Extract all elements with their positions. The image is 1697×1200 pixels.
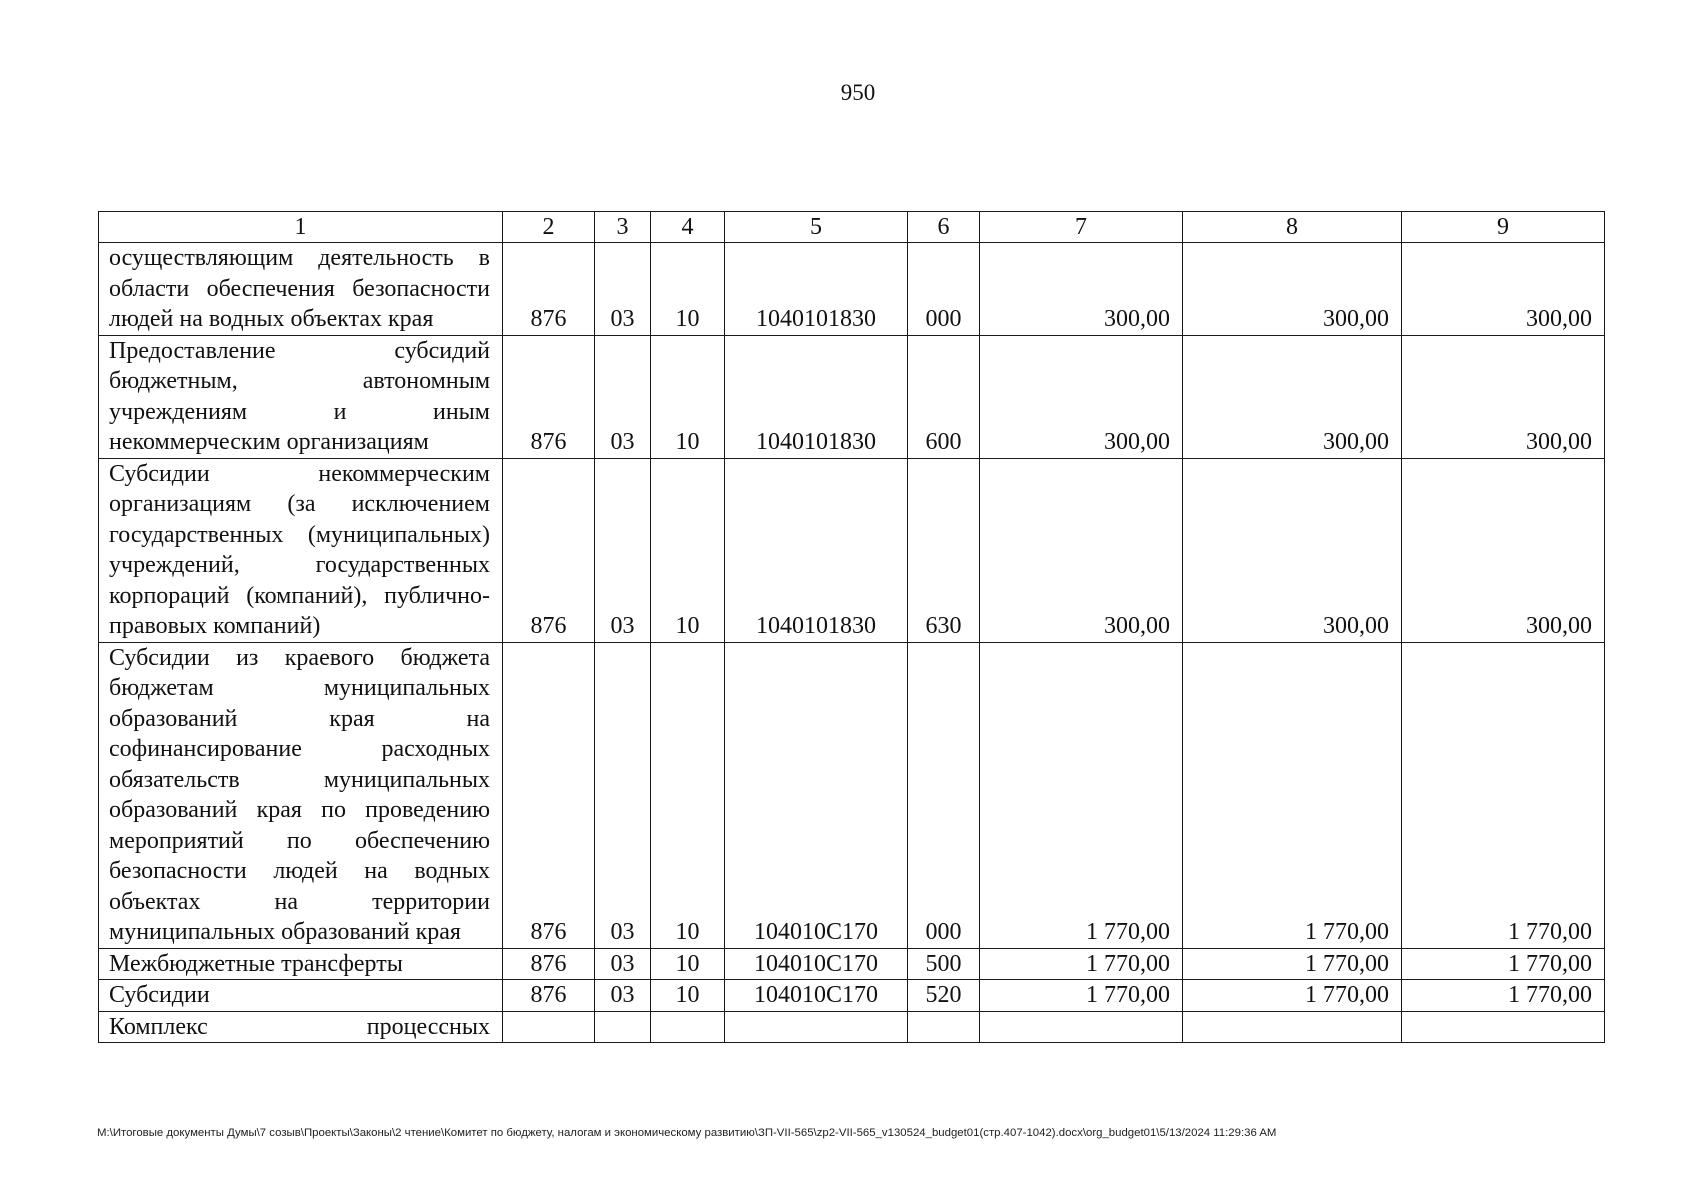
table-row xyxy=(99,980,1605,1012)
table-row xyxy=(99,948,1605,980)
cell-amount-9: 1 770,00 xyxy=(1402,948,1605,980)
cell-code-2: 876 xyxy=(503,458,595,642)
empty-cell xyxy=(908,1011,980,1043)
cell-code-4: 10 xyxy=(651,458,725,642)
cell-code-4: 10 xyxy=(651,980,725,1012)
cell-amount-8: 300,00 xyxy=(1183,335,1402,458)
table-row xyxy=(99,243,1605,336)
cell-code-5: 104010С170 xyxy=(725,980,908,1012)
table-row xyxy=(99,335,1605,458)
cell-amount-9: 1 770,00 xyxy=(1402,642,1605,948)
row-description: Субсидии xyxy=(99,980,503,1012)
cell-amount-7: 1 770,00 xyxy=(980,642,1183,948)
empty-cell xyxy=(1183,1011,1402,1043)
cell-amount-7: 300,00 xyxy=(980,243,1183,336)
empty-cell xyxy=(651,1011,725,1043)
cell-code-5: 104010С170 xyxy=(725,948,908,980)
cell-code-3: 03 xyxy=(595,642,651,948)
column-header: 9 xyxy=(1402,212,1605,243)
empty-cell xyxy=(595,1011,651,1043)
column-header: 5 xyxy=(725,212,908,243)
row-description: Межбюджетные трансферты xyxy=(99,948,503,980)
cell-code-2: 876 xyxy=(503,335,595,458)
column-header: 7 xyxy=(980,212,1183,243)
row-description: Предоставление субсидий бюджетным, автономным учреждениям и иным некоммерческим организациям xyxy=(99,335,503,458)
table-row xyxy=(99,458,1605,642)
empty-cell xyxy=(1402,1011,1605,1043)
cell-code-6: 000 xyxy=(908,243,980,336)
row-description: Субсидии из краевого бюджета бюджетам муниципальных образований края на софинансирование расходных обязательств муниципальных образований края по проведению мероприятий по обеспечению безопасности людей на водных объектах на территории муниципальных образований края xyxy=(99,642,503,948)
cell-code-6: 630 xyxy=(908,458,980,642)
column-header: 8 xyxy=(1183,212,1402,243)
cell-code-4: 10 xyxy=(651,948,725,980)
cell-code-6: 520 xyxy=(908,980,980,1012)
cell-code-3: 03 xyxy=(595,335,651,458)
cell-code-6: 000 xyxy=(908,642,980,948)
cell-amount-7: 300,00 xyxy=(980,335,1183,458)
cell-code-2: 876 xyxy=(503,642,595,948)
cell-code-6: 600 xyxy=(908,335,980,458)
empty-cell xyxy=(503,1011,595,1043)
cell-amount-8: 1 770,00 xyxy=(1183,980,1402,1012)
column-header: 3 xyxy=(595,212,651,243)
cell-code-2: 876 xyxy=(503,243,595,336)
page-number: 950 xyxy=(840,80,876,105)
empty-cell xyxy=(725,1011,908,1043)
table-row xyxy=(99,642,1605,948)
cell-amount-8: 1 770,00 xyxy=(1183,642,1402,948)
cell-code-5: 1040101830 xyxy=(725,458,908,642)
cell-code-5: 1040101830 xyxy=(725,335,908,458)
row-description: Субсидии некоммерческим организациям (за исключением государственных (муниципальных) учреждений, государственных корпораций (компаний), публично-правовых компаний) xyxy=(99,458,503,642)
cell-code-4: 10 xyxy=(651,335,725,458)
table-row-continued xyxy=(99,1011,1605,1043)
cell-amount-9: 300,00 xyxy=(1402,335,1605,458)
cell-code-5: 1040101830 xyxy=(725,243,908,336)
cell-code-3: 03 xyxy=(595,243,651,336)
cell-code-2: 876 xyxy=(503,980,595,1012)
row-description: осуществляющим деятельность в области обеспечения безопасности людей на водных объектах края xyxy=(99,243,503,336)
cell-code-3: 03 xyxy=(595,948,651,980)
cell-amount-9: 300,00 xyxy=(1402,243,1605,336)
cell-code-5: 104010С170 xyxy=(725,642,908,948)
cell-amount-9: 300,00 xyxy=(1402,458,1605,642)
column-header: 4 xyxy=(651,212,725,243)
empty-cell xyxy=(980,1011,1183,1043)
cell-code-3: 03 xyxy=(595,458,651,642)
cell-amount-8: 1 770,00 xyxy=(1183,948,1402,980)
cell-amount-7: 1 770,00 xyxy=(980,980,1183,1012)
cell-amount-7: 300,00 xyxy=(980,458,1183,642)
cell-code-3: 03 xyxy=(595,980,651,1012)
cell-amount-7: 1 770,00 xyxy=(980,948,1183,980)
cell-amount-8: 300,00 xyxy=(1183,243,1402,336)
document-file-path: M:\Итоговые документы Думы\7 созыв\Проекты\Законы\2 чтение\Комитет по бюджету, налогам и экономическому развитию\ЗП-VII-565\zp2-VII-565_v130524_budget01(стр.407-1042).docx\org_budget01\5/13/2024 11:29:36 AM xyxy=(97,1127,1277,1139)
column-header: 1 xyxy=(99,212,503,243)
cell-code-4: 10 xyxy=(651,642,725,948)
cell-code-2: 876 xyxy=(503,948,595,980)
table-header-row xyxy=(99,212,1605,243)
cell-amount-9: 1 770,00 xyxy=(1402,980,1605,1012)
column-header: 6 xyxy=(908,212,980,243)
cell-code-6: 500 xyxy=(908,948,980,980)
cell-code-4: 10 xyxy=(651,243,725,336)
budget-table xyxy=(98,211,1605,1043)
cell-amount-8: 300,00 xyxy=(1183,458,1402,642)
column-header: 2 xyxy=(503,212,595,243)
row-description: Комплекс процессных xyxy=(99,1011,503,1043)
